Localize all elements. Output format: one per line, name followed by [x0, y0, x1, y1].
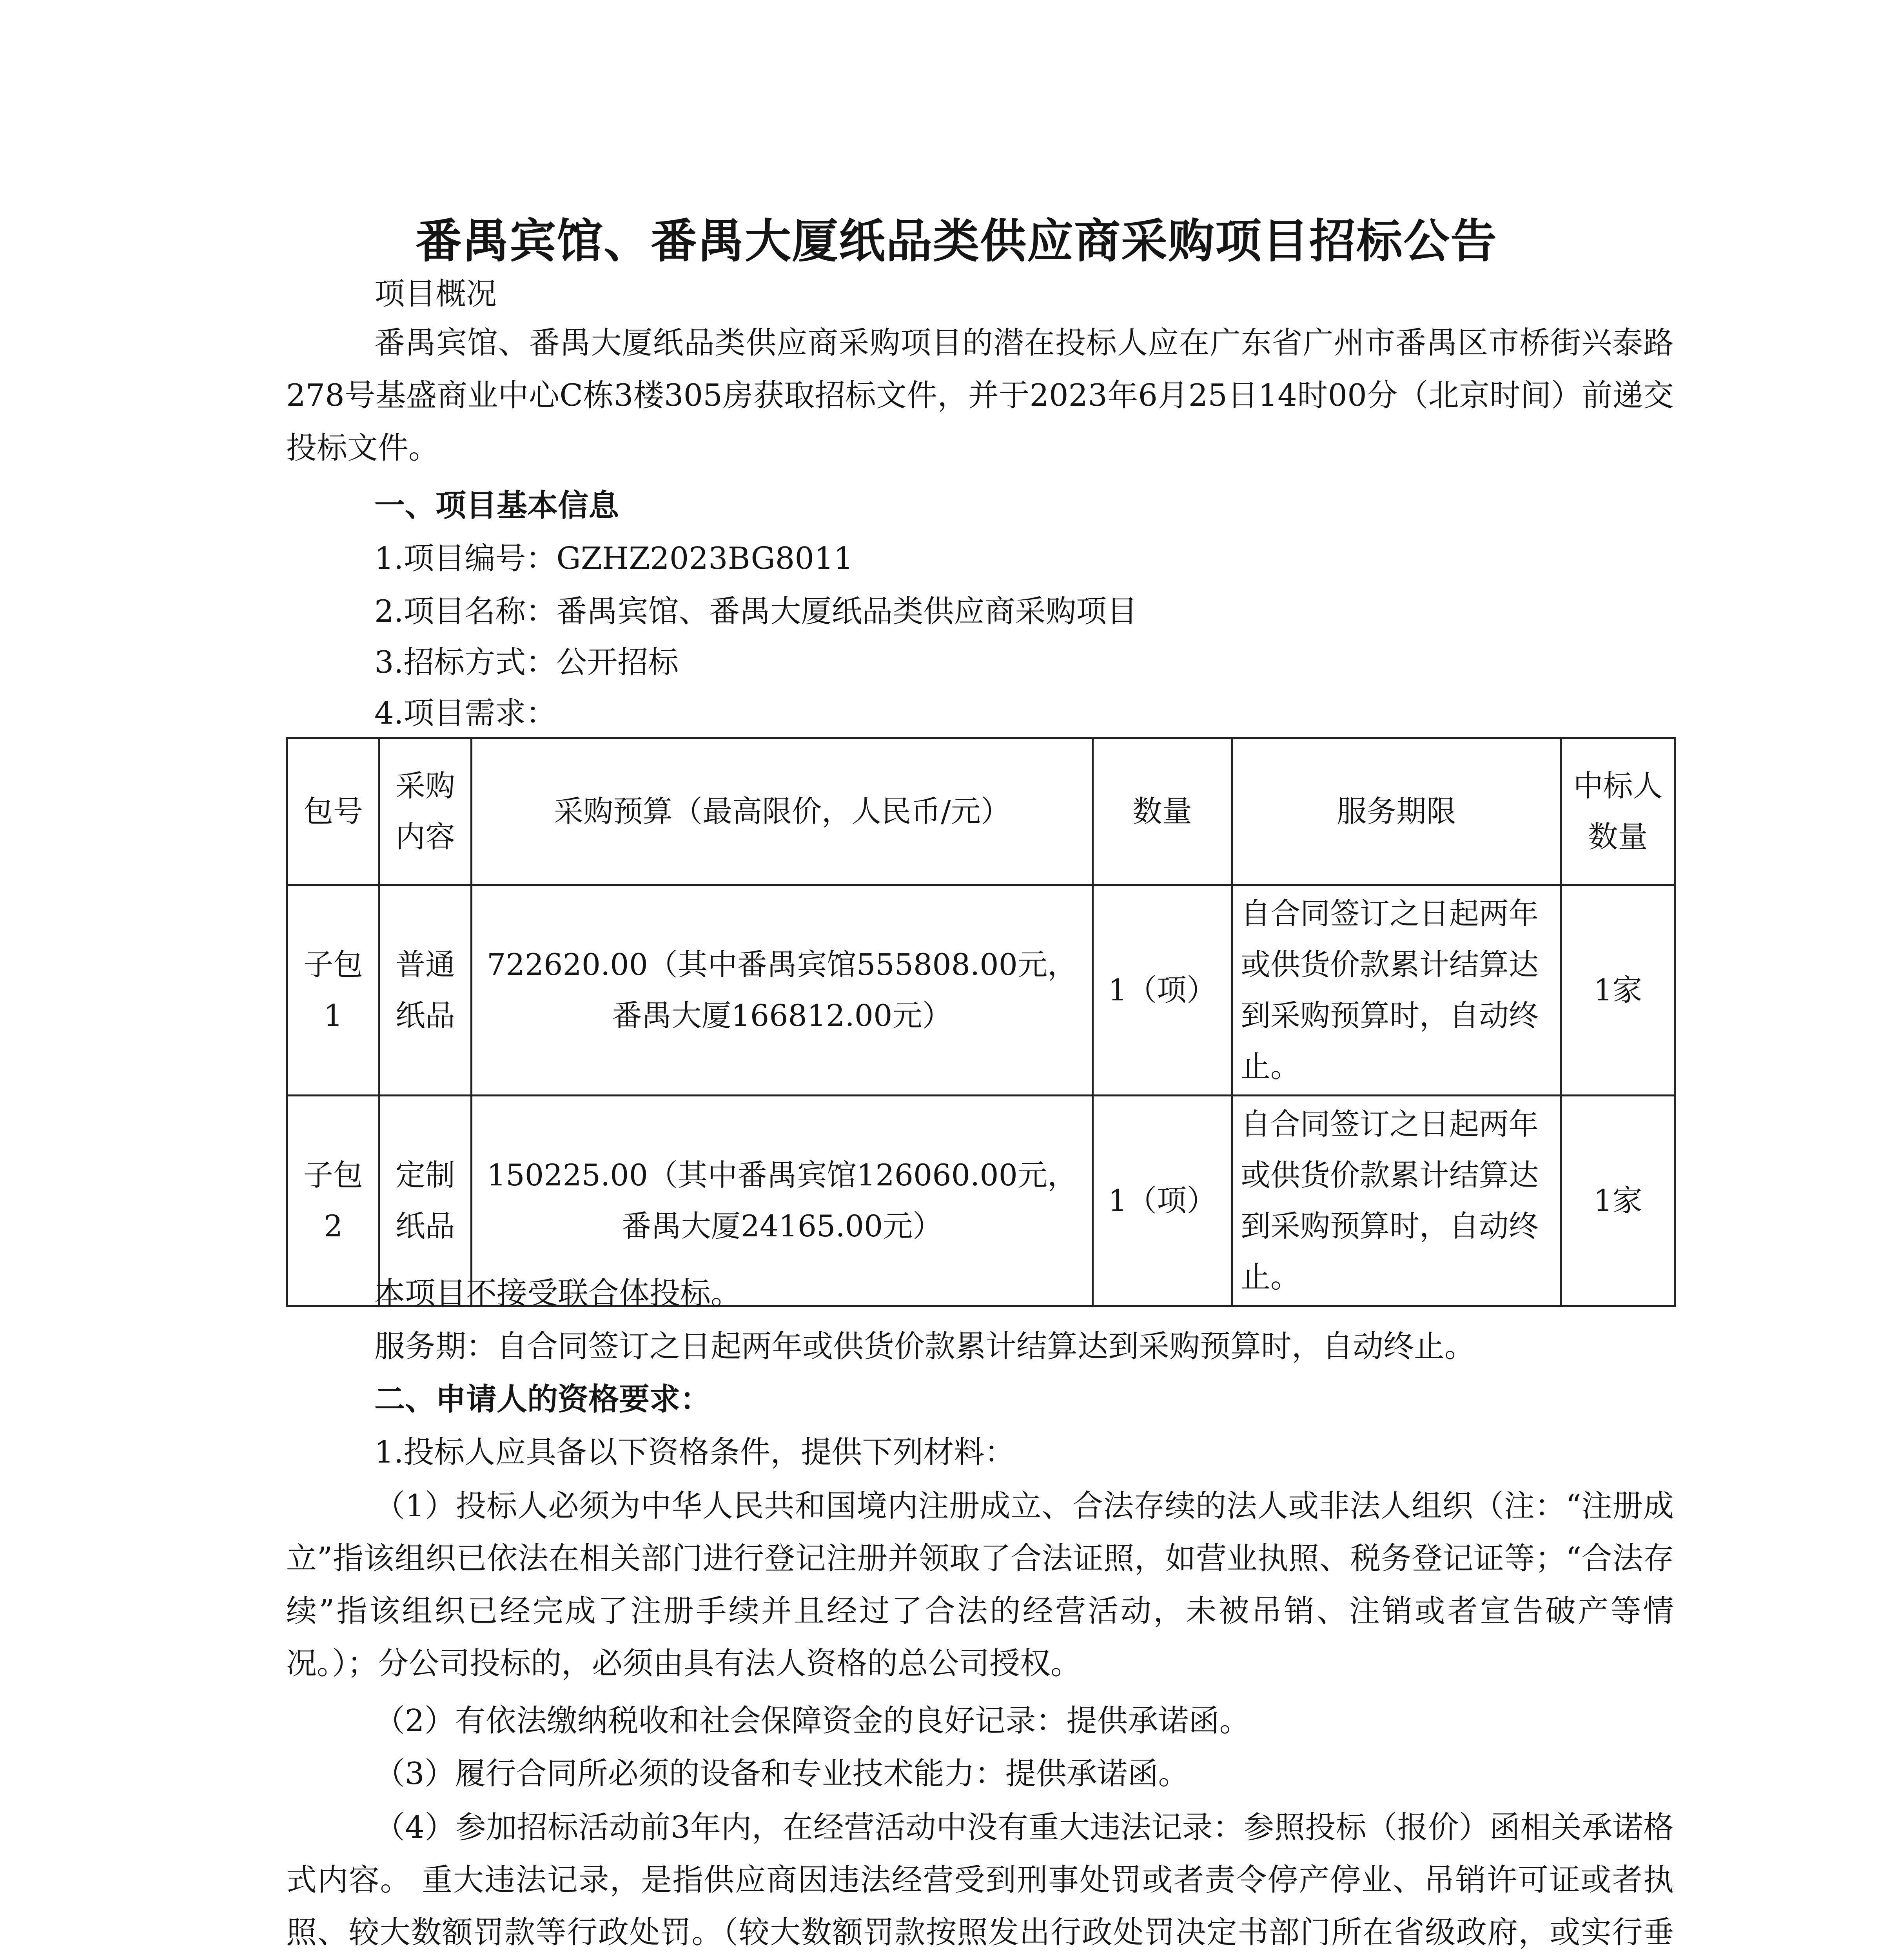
- package-cell: 子包2: [287, 1096, 379, 1306]
- header-cell: 中标人数量: [1561, 738, 1675, 885]
- header-cell: 数量: [1093, 738, 1232, 885]
- project-requirements-label: 4.项目需求：: [374, 696, 557, 731]
- header-cell: 采购内容: [379, 738, 472, 885]
- header-cell: 服务期限: [1232, 738, 1561, 885]
- section2-heading: 二、申请人的资格要求：: [374, 1382, 711, 1417]
- project-number: 1.项目编号：GZHZ2023BG8011: [374, 541, 853, 576]
- content-cell: 普通纸品: [379, 885, 472, 1096]
- page-title: 番禺宾馆、番禺大厦纸品类供应商采购项目招标公告: [415, 214, 1497, 268]
- qualification-item-3: （3）履行合同所必须的设备和专业技术能力：提供承诺函。: [374, 1756, 1189, 1791]
- tender-method: 3.招标方式：公开招标: [374, 645, 679, 680]
- period-cell: 自合同签订之日起两年或供货价款累计结算达到采购预算时，自动终止。: [1232, 1096, 1561, 1306]
- winners-cell: 1家: [1561, 885, 1675, 1096]
- qualification-intro: 1.投标人应具备以下资格条件，提供下列材料：: [374, 1435, 1015, 1470]
- overview-paragraph: 番禺宾馆、番禺大厦纸品类供应商采购项目的潜在投标人应在广东省广州市番禺区市桥街兴泰路278号基盛商业中心C栋3楼305房获取招标文件，并于2023年6月25日14时00分（北京时间）前递交投标文件。: [286, 325, 1674, 466]
- table-row: [287, 885, 1675, 1096]
- period-cell: 自合同签订之日起两年或供货价款累计结算达到采购预算时，自动终止。: [1232, 885, 1561, 1096]
- winners-cell: 1家: [1561, 1096, 1675, 1306]
- section1-heading: 一、项目基本信息: [374, 488, 619, 523]
- no-consortium-note: 本项目不接受联合体投标。: [374, 1276, 742, 1311]
- overview-heading: 项目概况: [374, 276, 497, 312]
- content-cell: 定制纸品: [379, 1096, 472, 1306]
- budget-cell: 722620.00（其中番禺宾馆555808.00元，番禺大厦166812.00元）: [472, 885, 1093, 1096]
- quantity-cell: 1（项）: [1093, 1096, 1232, 1306]
- header-cell: 采购预算（最高限价，人民币/元）: [472, 738, 1093, 885]
- budget-cell: 150225.00（其中番禺宾馆126060.00元，番禺大厦24165.00元）: [472, 1096, 1093, 1306]
- table-header-row: [287, 738, 1675, 885]
- requirements-table: [286, 737, 1676, 1307]
- package-cell: 子包1: [287, 885, 379, 1096]
- service-period-note: 服务期：自合同签订之日起两年或供货价款累计结算达到采购预算时，自动终止。: [374, 1329, 1475, 1364]
- qualification-item-4: （4）参加招标活动前3年内，在经营活动中没有重大违法记录：参照投标（报价）函相关承诺格式内容。 重大违法记录，是指供应商因违法经营受到刑事处罚或者责令停产停业、吊销许可证或者执照、较大数额罚款等行政处罚。（较大数额罚款按照发出行政处罚决定书部门所在省级政府，或实行垂: [286, 1810, 1674, 1950]
- qualification-item-1: （1）投标人必须为中华人民共和国境内注册成立、合法存续的法人或非法人组织（注：“注册成立”指该组织已依法在相关部门进行登记注册并领取了合法证照，如营业执照、税务登记证等；“合法存续”指该组织已经完成了注册手续并且经过了合法的经营活动，未被吊销、注销或者宣告破产等情况。）；分公司投标的，必须由具有法人资格的总公司授权。: [286, 1488, 1674, 1681]
- project-name: 2.项目名称：番禺宾馆、番禺大厦纸品类供应商采购项目: [374, 594, 1138, 629]
- qualification-item-2: （2）有依法缴纳税收和社会保障资金的良好记录：提供承诺函。: [374, 1703, 1250, 1739]
- header-cell: 包号: [287, 738, 379, 885]
- quantity-cell: 1（项）: [1093, 885, 1232, 1096]
